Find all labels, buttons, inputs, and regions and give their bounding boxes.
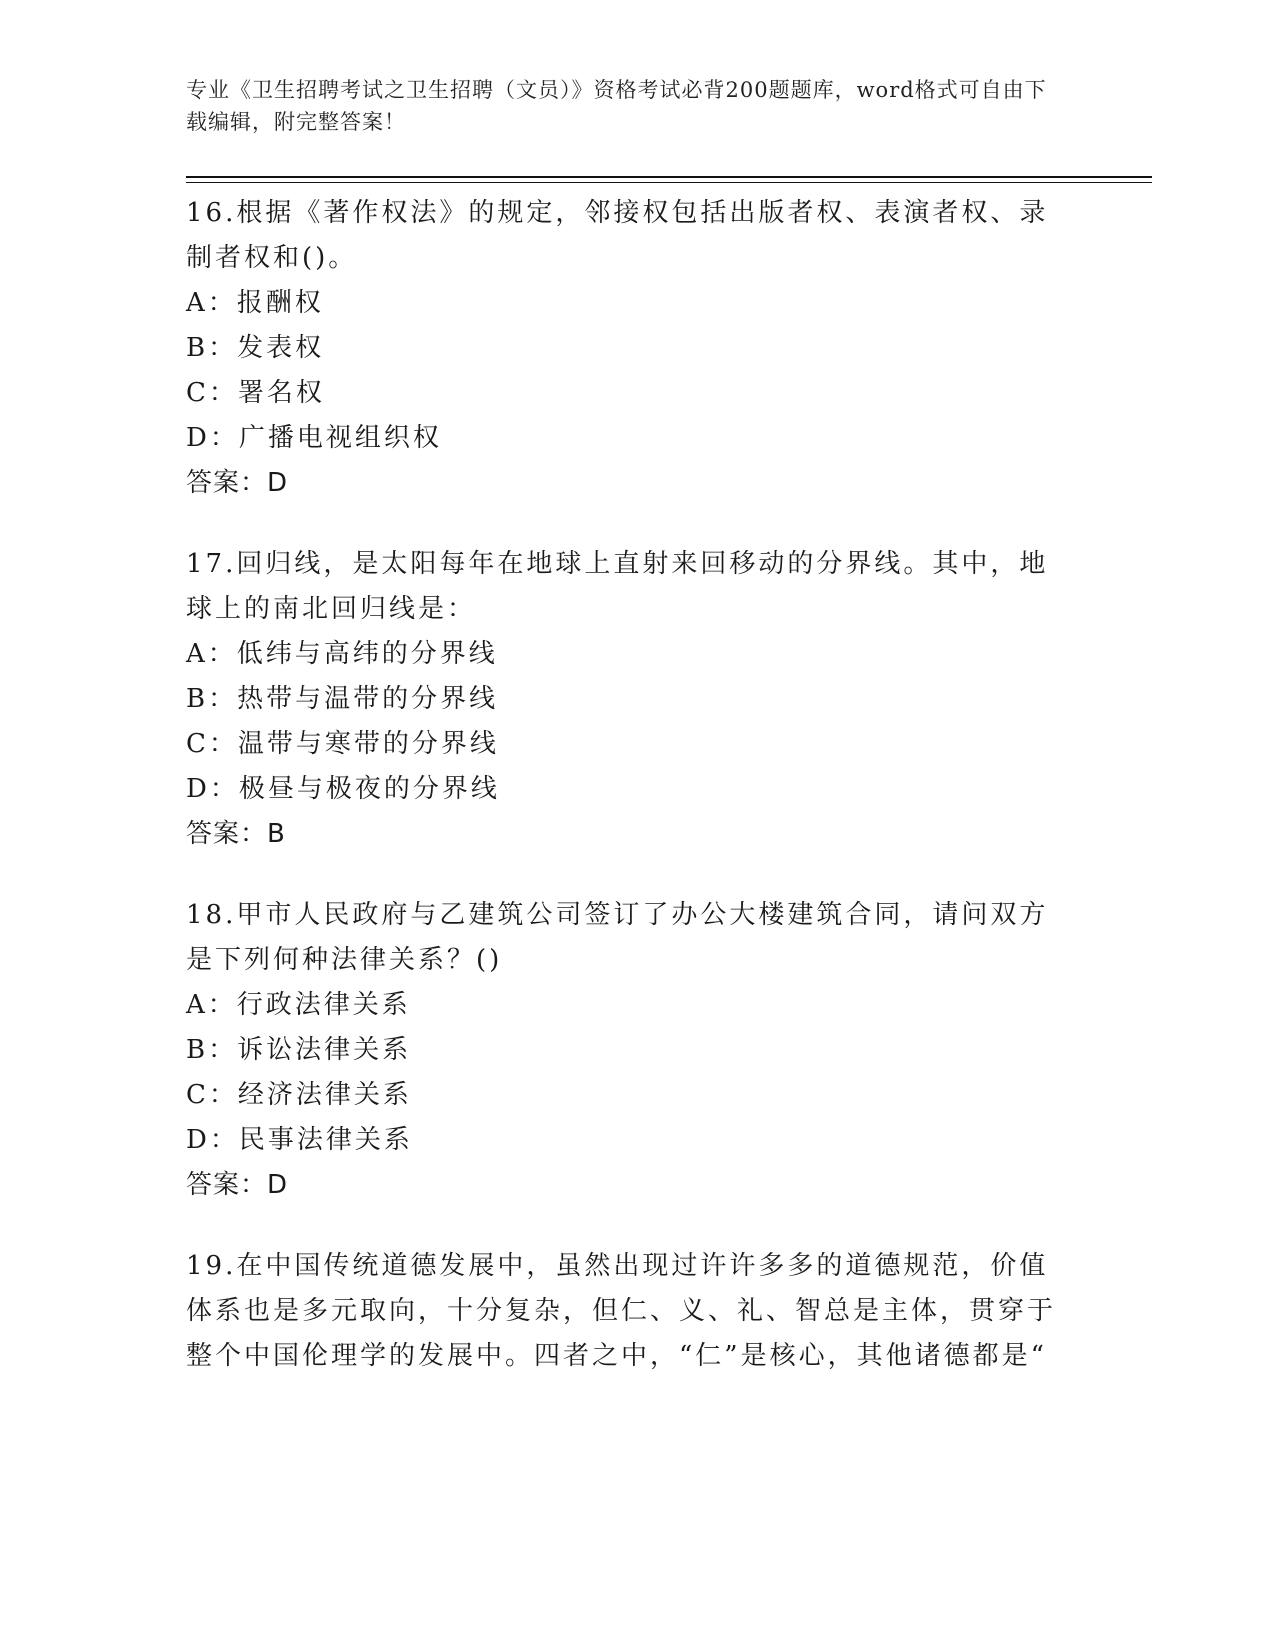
- question-stem: 16.根据《著作权法》的规定，邻接权包括出版者权、表演者权、录制者权和()。: [186, 198, 1049, 273]
- option-a: A：低纬与高纬的分界线: [186, 639, 498, 669]
- option-a: A：行政法律关系: [186, 990, 411, 1020]
- question-list: [186, 188, 1076, 1415]
- option-b: B：热带与温带的分界线: [186, 684, 499, 714]
- document-header: 专业《卫生招聘考试之卫生招聘（文员）》资格考试必背200题题库，word格式可自由下载编辑，附完整答案！: [186, 78, 1047, 134]
- option-b: B：发表权: [186, 333, 325, 363]
- option-d: D：广播电视组织权: [186, 423, 442, 453]
- question-stem: 19.在中国传统道德发展中，虽然出现过许许多多的道德规范，价值体系也是多元取向，十分复杂，但仁、义、礼、智总是主体，贯穿于整个中国伦理学的发展中。四者之中，“仁”是核心，其他诸德都是“: [186, 1251, 1057, 1371]
- answer-line: 答案：D: [186, 468, 289, 498]
- option-c: C：经济法律关系: [186, 1080, 412, 1110]
- answer-line: 答案：D: [186, 1170, 289, 1200]
- question-16: [186, 191, 1076, 506]
- header-divider-thin: [186, 182, 1152, 183]
- option-c: C：署名权: [186, 378, 325, 408]
- option-c: C：温带与寒带的分界线: [186, 729, 499, 759]
- question-stem: 17.回归线，是太阳每年在地球上直射来回移动的分界线。其中，地球上的南北回归线是：: [186, 549, 1049, 624]
- option-d: D：极昼与极夜的分界线: [186, 774, 500, 804]
- option-a: A：报酬权: [186, 288, 324, 318]
- question-19: [186, 1244, 1076, 1379]
- question-stem: 18.甲市人民政府与乙建筑公司签订了办公大楼建筑合同，请问双方是下列何种法律关系？(): [186, 900, 1049, 975]
- header-divider: [186, 176, 1152, 178]
- answer-line: 答案：B: [186, 819, 286, 849]
- option-b: B：诉讼法律关系: [186, 1035, 412, 1065]
- question-18: [186, 893, 1076, 1208]
- question-17: [186, 542, 1076, 857]
- option-d: D：民事法律关系: [186, 1125, 413, 1155]
